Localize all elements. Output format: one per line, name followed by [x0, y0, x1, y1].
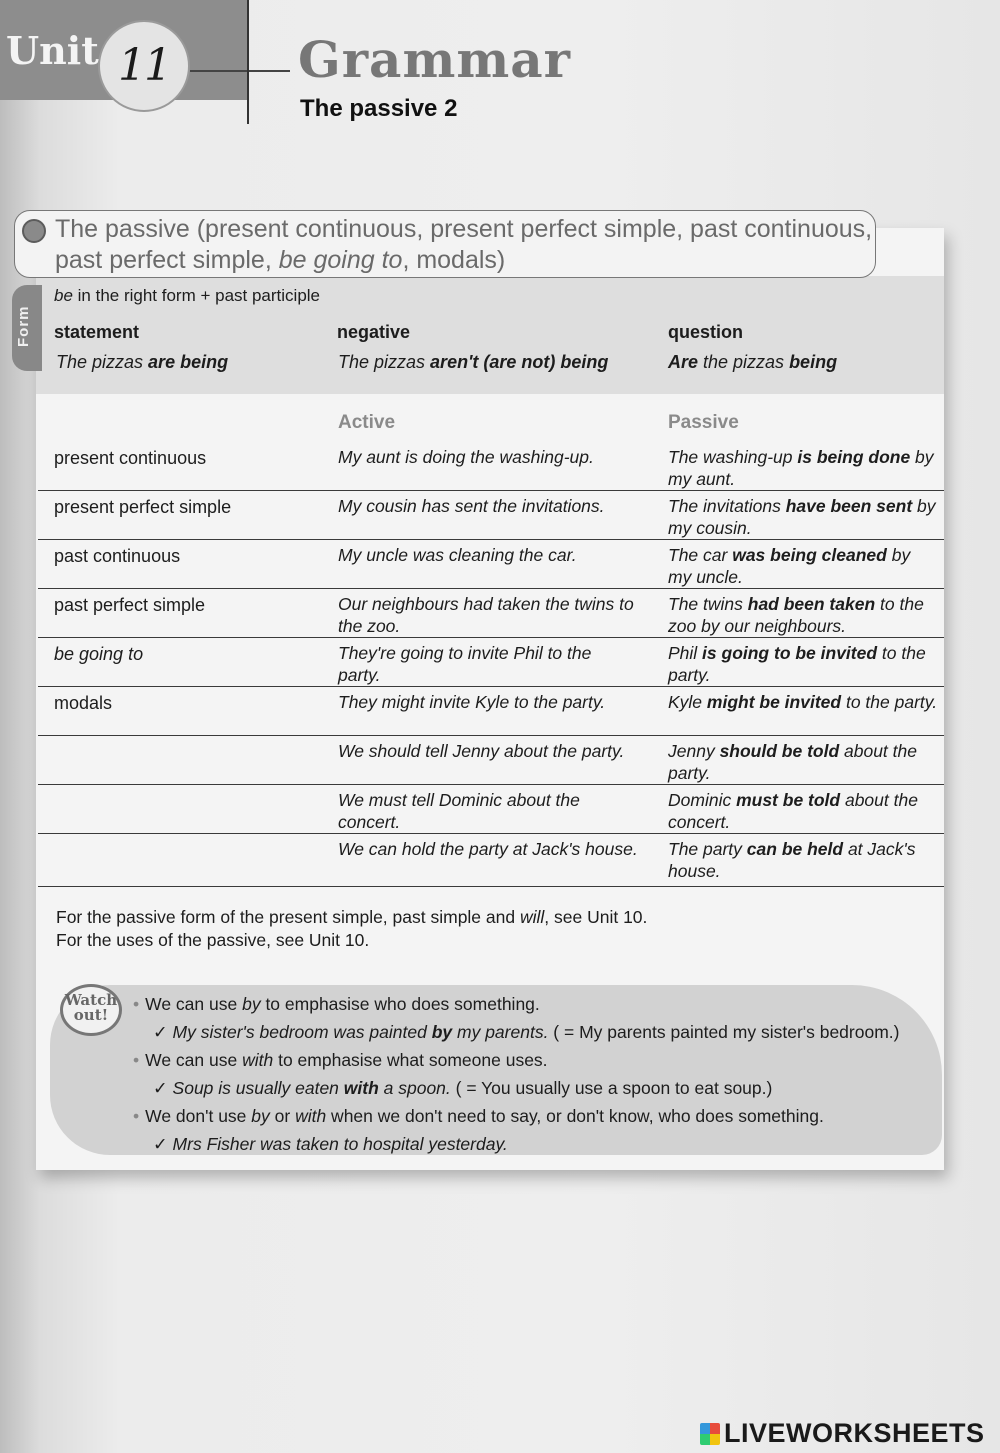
tense-cell: present perfect simple: [54, 497, 232, 517]
table-row: [38, 540, 944, 589]
example-line: ✓ My sister's bedroom was painted by my parents. ( = My parents painted my sister's bedroom.): [153, 1022, 900, 1042]
bullet-icon: •: [133, 1050, 140, 1070]
page-title: Grammar: [298, 30, 571, 89]
example-line: ✓ Soup is usually eaten with a spoon. ( = You usually use a spoon to eat soup.): [153, 1078, 773, 1098]
col-negative: negative: [337, 322, 411, 342]
header-divider-vertical: [247, 0, 249, 124]
active-cell: My uncle was cleaning the car.: [338, 545, 577, 565]
page-subtitle: The passive 2: [300, 95, 458, 122]
table-row: [38, 638, 944, 687]
active-cell: We can hold the party at Jack's house.: [338, 839, 638, 859]
active-cell: We must tell Dominic about the concert.: [338, 790, 580, 832]
passive-cell: The twins had been taken to the zoo by our neighbours.: [668, 594, 924, 636]
passive-cell: Dominic must be told about the concert.: [668, 790, 918, 832]
tense-cell: be going to: [54, 644, 144, 664]
example-line: ✓ Mrs Fisher was taken to hospital yesterday.: [153, 1134, 508, 1154]
liveworksheets-logo[interactable]: LIVEWORKSHEETS: [700, 1418, 985, 1449]
header-divider-horizontal: [190, 70, 290, 72]
tense-cell: past continuous: [54, 546, 181, 566]
bullet-dot-icon: [22, 219, 46, 243]
check-icon: ✓: [153, 1022, 168, 1042]
section-heading: The passive (present continuous, present perfect simple, past continuous, past perfect simple, be going to, modals): [55, 215, 873, 274]
check-icon: ✓: [153, 1078, 168, 1098]
form-rule: be in the right form + past participle: [54, 286, 321, 305]
check-icon: ✓: [153, 1134, 168, 1154]
passive-cell: Jenny should be told about the party.: [668, 741, 917, 783]
table-row: [38, 589, 944, 638]
table-row: [38, 442, 944, 491]
col-question: question: [668, 322, 743, 342]
list-item: • We can use with to emphasise what someone uses.: [133, 1050, 548, 1070]
list-item: • We can use by to emphasise who does something.: [133, 994, 540, 1014]
question-example: Are the pizzas being: [668, 352, 838, 372]
tense-cell: present continuous: [54, 448, 207, 468]
passive-cell: The party can be held at Jack's house.: [668, 839, 916, 881]
active-cell: My cousin has sent the invitations.: [338, 496, 605, 516]
table-row: [38, 834, 944, 887]
bullet-icon: •: [133, 994, 140, 1014]
passive-cell: The car was being cleaned by my uncle.: [668, 545, 911, 587]
passive-cell: Phil is going to be invited to the party.: [668, 643, 926, 685]
bullet-icon: •: [133, 1106, 140, 1126]
logo-grid-icon: [700, 1423, 720, 1445]
table-row: [38, 491, 944, 540]
watch-out-badge: Watch out!: [60, 984, 122, 1036]
list-item: • We don't use by or with when we don't need to say, or don't know, who does something.: [133, 1106, 824, 1126]
form-tab-label: Form: [15, 305, 32, 347]
negative-example: The pizzas aren't (are not) being: [338, 352, 609, 372]
tense-table: [38, 442, 944, 887]
note-line: For the uses of the passive, see Unit 10.: [56, 930, 370, 950]
active-cell: Our neighbours had taken the twins to the zoo.: [338, 594, 634, 636]
col-statement: statement: [54, 322, 140, 342]
active-cell: My aunt is doing the washing-up.: [338, 447, 594, 467]
unit-label: Unit: [6, 28, 99, 73]
table-row: [38, 736, 944, 785]
active-cell: We should tell Jenny about the party.: [338, 741, 625, 761]
passive-cell: The washing-up is being done by my aunt.: [668, 447, 934, 489]
unit-reference-notes: [56, 906, 647, 952]
table-row: [38, 785, 944, 834]
passive-cell: Kyle might be invited to the party.: [668, 692, 938, 712]
watch-out-list: [133, 990, 899, 1158]
active-header: Active: [338, 412, 396, 433]
tense-cell: past perfect simple: [54, 595, 206, 615]
passive-cell: The invitations have been sent by my cousin.: [668, 496, 936, 538]
active-cell: They're going to invite Phil to the party.: [338, 643, 592, 685]
statement-example: The pizzas are being: [56, 352, 229, 372]
active-cell: They might invite Kyle to the party.: [338, 692, 606, 712]
form-tab: [12, 285, 42, 371]
passive-header: Passive: [668, 412, 739, 433]
table-row: [38, 687, 944, 736]
note-line: For the passive form of the present simple, past simple and will, see Unit 10.: [56, 907, 648, 927]
tense-cell: modals: [54, 693, 113, 713]
unit-number: 11: [118, 40, 170, 91]
